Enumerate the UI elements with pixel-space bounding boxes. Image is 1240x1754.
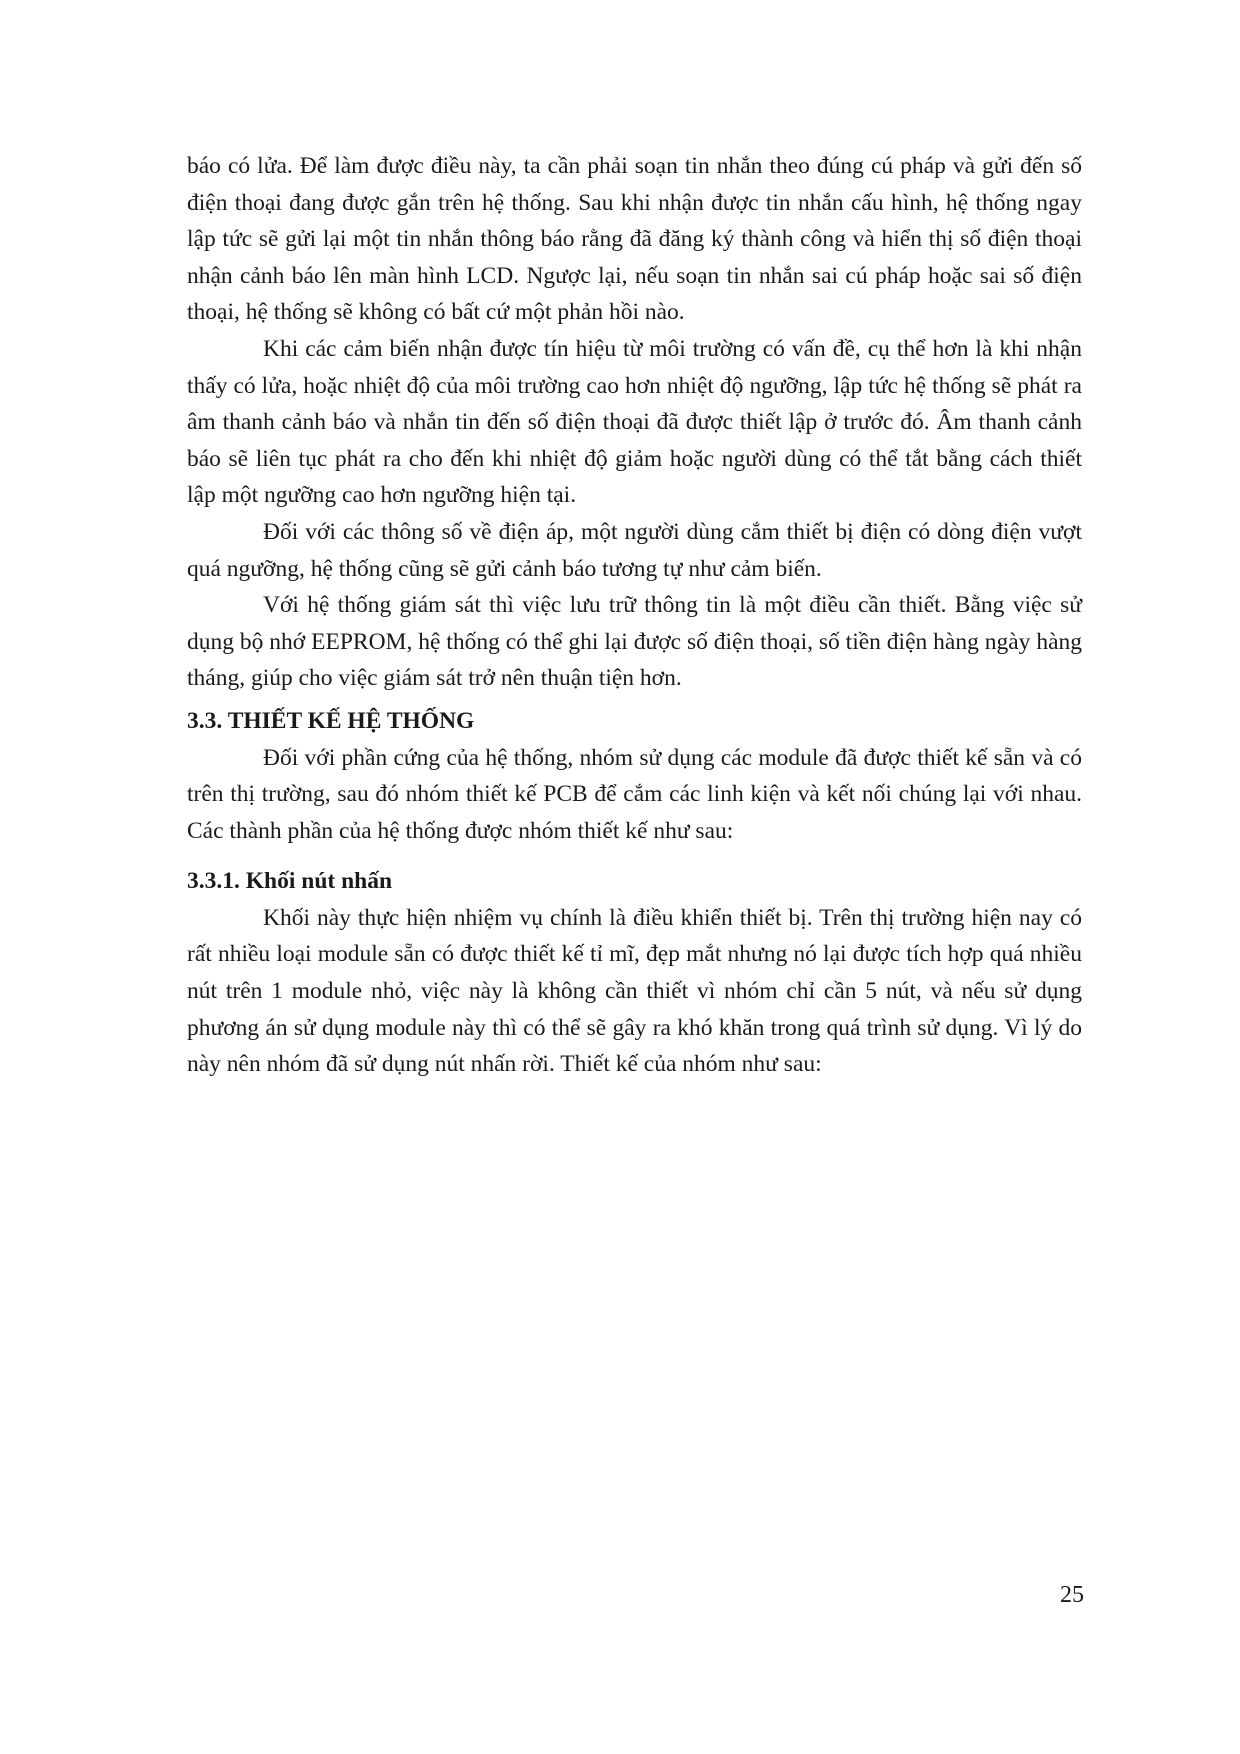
- page-body: [187, 148, 1082, 1083]
- paragraph-storage: Với hệ thống giám sát thì việc lưu trữ thông tin là một điều cần thiết. Bằng việc sử dụng bộ nhớ EEPROM, hệ thống có thể ghi lại được số điện thoại, số tiền điện hàng ngày hàng tháng, giúp cho việc giám sát trở nên thuận tiện hơn.: [187, 592, 1082, 692]
- subsection-heading: 3.3.1. Khối nút nhấn: [187, 868, 393, 895]
- paragraph-sensor-alert: Khi các cảm biến nhận được tín hiệu từ môi trường có vấn đề, cụ thể hơn là khi nhận thấy có lửa, hoặc nhiệt độ của môi trường cao hơn nhiệt độ ngưỡng, lập tức hệ thống sẽ phát ra âm thanh cảnh báo và nhắn tin đến số điện thoại đã được thiết lập ở trước đó. Âm thanh cảnh báo sẽ liên tục phát ra cho đến khi nhiệt độ giảm hoặc người dùng có thể tắt bằng cách thiết lập một ngưỡng cao hơn ngưỡng hiện tại.: [187, 335, 1082, 509]
- paragraph-continued: báo có lửa. Để làm được điều này, ta cần phải soạn tin nhắn theo đúng cú pháp và gửi đến số điện thoại đang được gắn trên hệ thống. Sau khi nhận được tin nhắn cấu hình, hệ thống ngay lập tức sẽ gửi lại một tin nhắn thông báo rằng đã đăng ký thành công và hiển thị số điện thoại nhận cảnh báo lên màn hình LCD. Ngược lại, nếu soạn tin nhắn sai cú pháp hoặc sai số điện thoại, hệ thống sẽ không có bất cứ một phản hồi nào.: [187, 153, 1082, 326]
- subsection-paragraph: Khối này thực hiện nhiệm vụ chính là điều khiển thiết bị. Trên thị trường hiện nay có rất nhiều loại module sẵn có được thiết kế tỉ mĩ, đẹp mắt nhưng nó lại được tích hợp quá nhiều nút trên 1 module nhỏ, việc này là không cần thiết vì nhóm chỉ cần 5 nút, và nếu sử dụng phương án sử dụng module này thì có thể sẽ gây ra khó khăn trong quá trình sử dụng. Vì lý do này nên nhóm đã sử dụng nút nhấn rời. Thiết kế của nhóm như sau:: [187, 904, 1082, 1078]
- section-heading: 3.3. THIẾT KẾ HỆ THỐNG: [187, 707, 475, 734]
- page-number: 25: [1060, 1582, 1084, 1608]
- section-paragraph: Đối với phần cứng của hệ thống, nhóm sử dụng các module đã được thiết kế sẵn và có trên thị trường, sau đó nhóm thiết kế PCB để cắm các linh kiện và kết nối chúng lại với nhau. Các thành phần của hệ thống được nhóm thiết kế như sau:: [187, 744, 1082, 844]
- paragraph-voltage-alert: Đối với các thông số về điện áp, một người dùng cắm thiết bị điện có dòng điện vượt quá ngưỡng, hệ thống cũng sẽ gửi cảnh báo tương tự như cảm biến.: [187, 518, 1082, 582]
